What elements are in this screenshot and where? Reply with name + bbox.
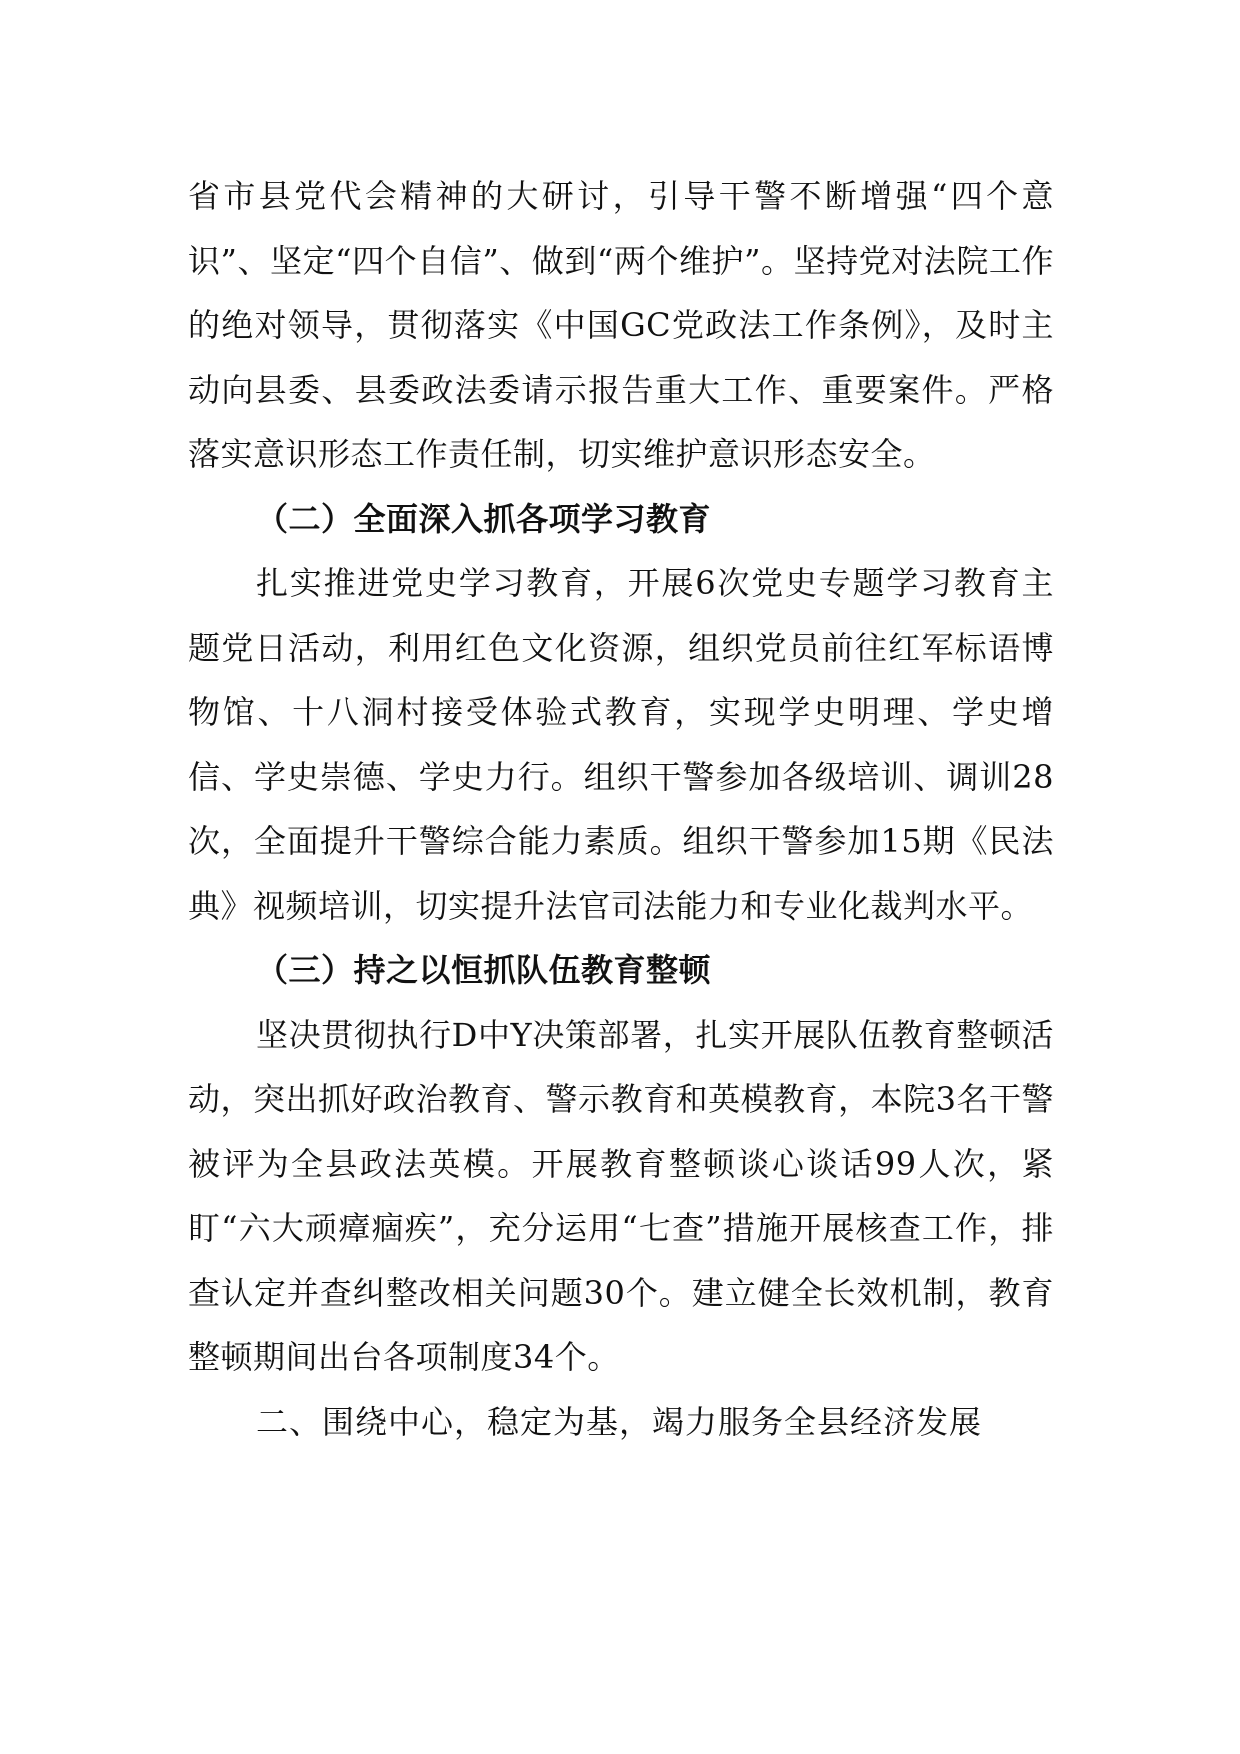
document-body [188,164,1054,1454]
body-paragraph-learning-education: 扎实推进党史学习教育，开展6次党史专题学习教育主题党日活动，利用红色文化资源，组织党员前往红军标语博物馆、十八洞村接受体验式教育，实现学史明理、学史增信、学史崇德、学史力行。组织干警参加各级培训、调训28次，全面提升干警综合能力素质。组织干警参加15期《民法典》视频培训，切实提升法官司法能力和专业化裁判水平。 [188,564,1054,925]
body-paragraph-team-rectification: 坚决贯彻执行D中Y决策部署，扎实开展队伍教育整顿活动，突出抓好政治教育、警示教育和英模教育，本院3名干警被评为全县政法英模。开展教育整顿谈心谈话99人次，紧盯“六大顽瘴痼疾”，充分运用“七查”措施开展核查工作，排查认定并查纠整改相关问题30个。建立健全长效机制，教育整顿期间出台各项制度34个。 [188,1015,1054,1376]
section-heading-two: 二、围绕中心，稳定为基，竭力服务全县经济发展 [256,1402,983,1441]
subheading-learning-education: （二）全面深入抓各项学习教育 [256,499,712,538]
body-paragraph-continued: 省市县党代会精神的大研讨，引导干警不断增强“四个意识”、坚定“四个自信”、做到“两个维护”。坚持党对法院工作的绝对领导，贯彻落实《中国GC党政法工作条例》，及时主动向县委、县委政法委请示报告重大工作、重要案件。严格落实意识形态工作责任制，切实维护意识形态安全。 [188,177,1054,473]
subheading-team-rectification: （三）持之以恒抓队伍教育整顿 [256,951,712,989]
